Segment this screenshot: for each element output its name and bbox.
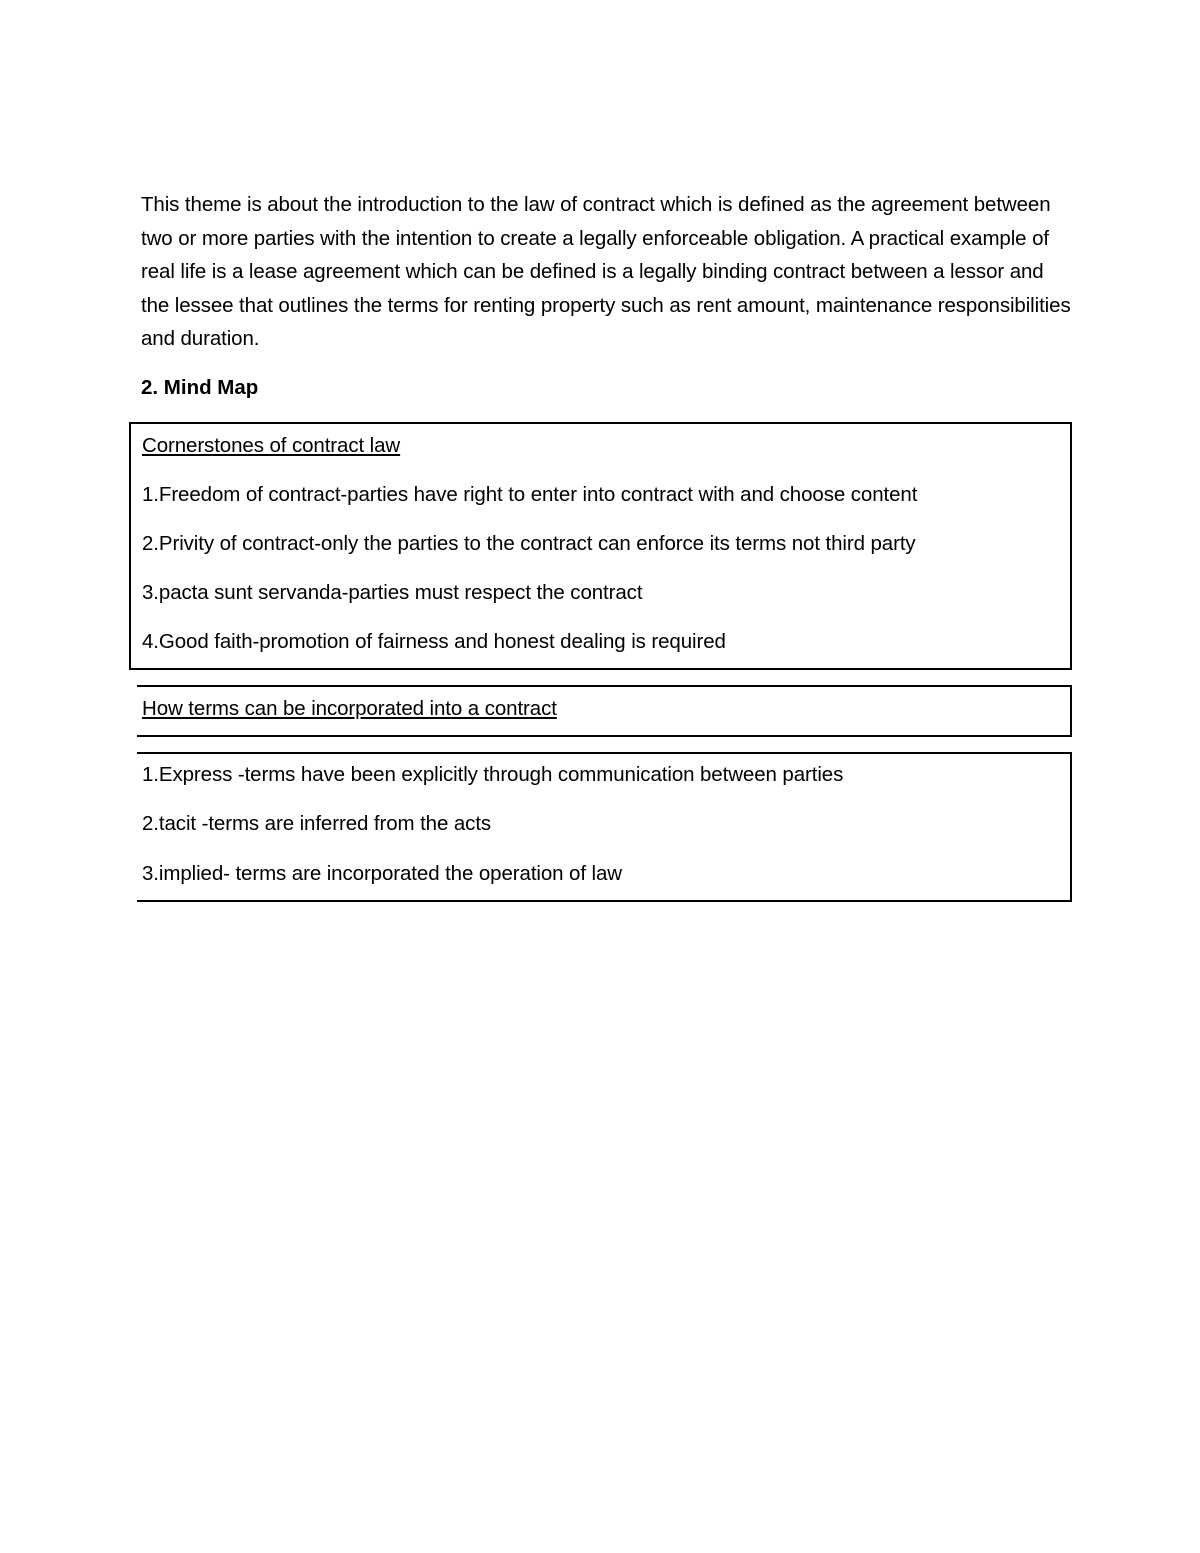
incorporation-item-1: 1.Express -terms have been explicitly through communication between parties bbox=[142, 763, 844, 786]
mind-map-heading: 2. Mind Map bbox=[141, 376, 259, 399]
cornerstone-item-4: 4.Good faith-promotion of fairness and honest dealing is required bbox=[142, 630, 726, 653]
incorporation-title: How terms can be incorporated into a contract bbox=[142, 697, 557, 720]
intro-paragraph: This theme is about the introduction to the law of contract which is defined as the agreement between two or more parties with the intention to create a legally enforceable obligation. A practical example of real life is a lease agreement which can be defined is a legally binding contract between a lessor and the lessee that outlines the terms for renting property such as rent amount, maintenance responsibilities and duration. bbox=[141, 193, 1071, 351]
cornerstone-item-2: 2.Privity of contract-only the parties to the contract can enforce its terms not third party bbox=[142, 532, 916, 555]
cornerstone-item-1: 1.Freedom of contract-parties have right to enter into contract with and choose content bbox=[142, 483, 918, 506]
cornerstones-title: Cornerstones of contract law bbox=[142, 434, 401, 457]
incorporation-item-3: 3.implied- terms are incorporated the operation of law bbox=[142, 862, 623, 885]
incorporation-item-2: 2.tacit -terms are inferred from the acts bbox=[142, 812, 492, 835]
cornerstone-item-3: 3.pacta sunt servanda-parties must respect the contract bbox=[142, 581, 643, 604]
